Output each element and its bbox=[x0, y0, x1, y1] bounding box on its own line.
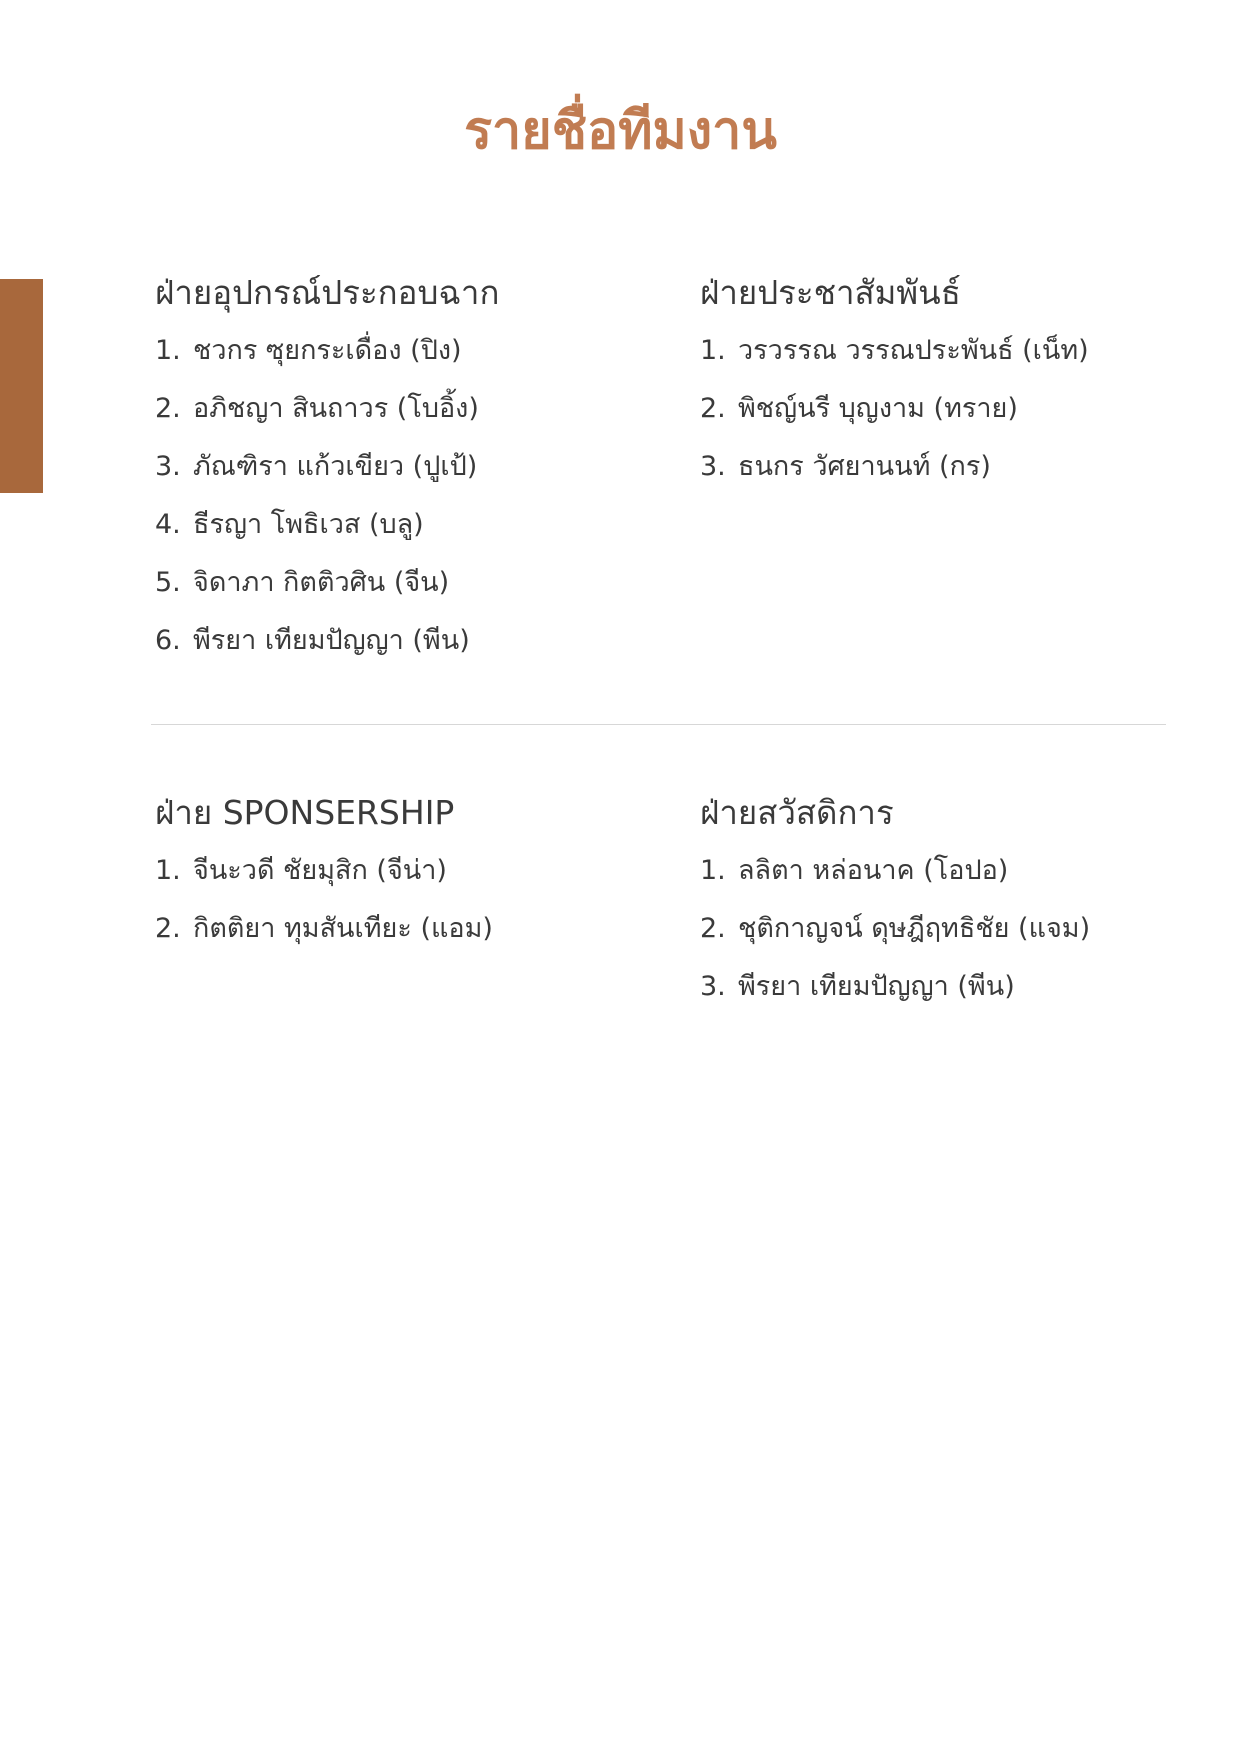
item-number: 2. bbox=[700, 393, 726, 425]
list-item bbox=[155, 554, 655, 612]
item-number: 1. bbox=[155, 855, 181, 887]
member-name: ลลิตา หล่อนาค (โอปอ) bbox=[738, 855, 1009, 887]
side-accent-bar bbox=[0, 279, 43, 493]
member-name: ธีรญา โพธิเวส (บลู) bbox=[193, 509, 424, 541]
section-welfare bbox=[700, 790, 1200, 1016]
list-item bbox=[700, 438, 1200, 496]
list-item bbox=[700, 958, 1200, 1016]
member-name: พีรยา เทียมปัญญา (พีน) bbox=[193, 625, 470, 657]
member-list-welfare bbox=[700, 842, 1200, 1016]
member-name: ชวกร ซุยกระเดื่อง (ปิง) bbox=[193, 335, 462, 367]
section-divider bbox=[151, 724, 1166, 725]
item-number: 4. bbox=[155, 509, 181, 541]
item-number: 3. bbox=[700, 971, 726, 1003]
list-item bbox=[700, 380, 1200, 438]
section-title-pr: ฝ่ายประชาสัมพันธ์ bbox=[700, 273, 961, 312]
member-name: กิตติยา ทุมสันเทียะ (แอม) bbox=[193, 913, 493, 945]
item-number: 2. bbox=[155, 913, 181, 945]
section-equipment bbox=[155, 270, 655, 670]
list-item bbox=[700, 322, 1200, 380]
member-list-equipment bbox=[155, 322, 655, 670]
list-item bbox=[155, 842, 655, 900]
section-title-welfare: ฝ่ายสวัสดิการ bbox=[700, 793, 894, 832]
list-item bbox=[700, 842, 1200, 900]
item-number: 5. bbox=[155, 567, 181, 599]
member-name: พีรยา เทียมปัญญา (พีน) bbox=[738, 971, 1015, 1003]
member-name: อภิชญา สินถาวร (โบอิ้ง) bbox=[193, 393, 479, 425]
member-name: ชุติกาญจน์ ดุษฎีฤทธิชัย (แจม) bbox=[738, 913, 1091, 945]
list-item bbox=[155, 438, 655, 496]
member-name: จิดาภา กิตติวศิน (จีน) bbox=[193, 567, 450, 599]
member-list-sponsorship bbox=[155, 842, 655, 958]
section-title-sponsorship: ฝ่าย SPONSERSHIP bbox=[155, 793, 455, 832]
section-sponsorship bbox=[155, 790, 655, 958]
item-number: 2. bbox=[155, 393, 181, 425]
item-number: 3. bbox=[700, 451, 726, 483]
item-number: 1. bbox=[700, 855, 726, 887]
member-name: วรวรรณ วรรณประพันธ์ (เน็ท) bbox=[738, 335, 1089, 367]
item-number: 1. bbox=[700, 335, 726, 367]
list-item bbox=[155, 900, 655, 958]
list-item bbox=[155, 322, 655, 380]
member-name: ภัณฑิรา แก้วเขียว (ปูเป้) bbox=[193, 451, 478, 483]
member-name: จีนะวดี ชัยมุสิก (จีน่า) bbox=[193, 855, 447, 887]
item-number: 2. bbox=[700, 913, 726, 945]
list-item bbox=[700, 900, 1200, 958]
item-number: 6. bbox=[155, 625, 181, 657]
list-item bbox=[155, 612, 655, 670]
list-item bbox=[155, 380, 655, 438]
item-number: 1. bbox=[155, 335, 181, 367]
item-number: 3. bbox=[155, 451, 181, 483]
page-title: รายชื่อทีมงาน bbox=[464, 101, 777, 161]
member-list-pr bbox=[700, 322, 1200, 496]
list-item bbox=[155, 496, 655, 554]
section-title-equipment: ฝ่ายอุปกรณ์ประกอบฉาก bbox=[155, 273, 500, 312]
section-pr bbox=[700, 270, 1200, 496]
member-name: พิชญ์นรี บุญงาม (ทราย) bbox=[738, 393, 1018, 425]
member-name: ธนกร วัศยานนท์ (กร) bbox=[738, 451, 991, 483]
